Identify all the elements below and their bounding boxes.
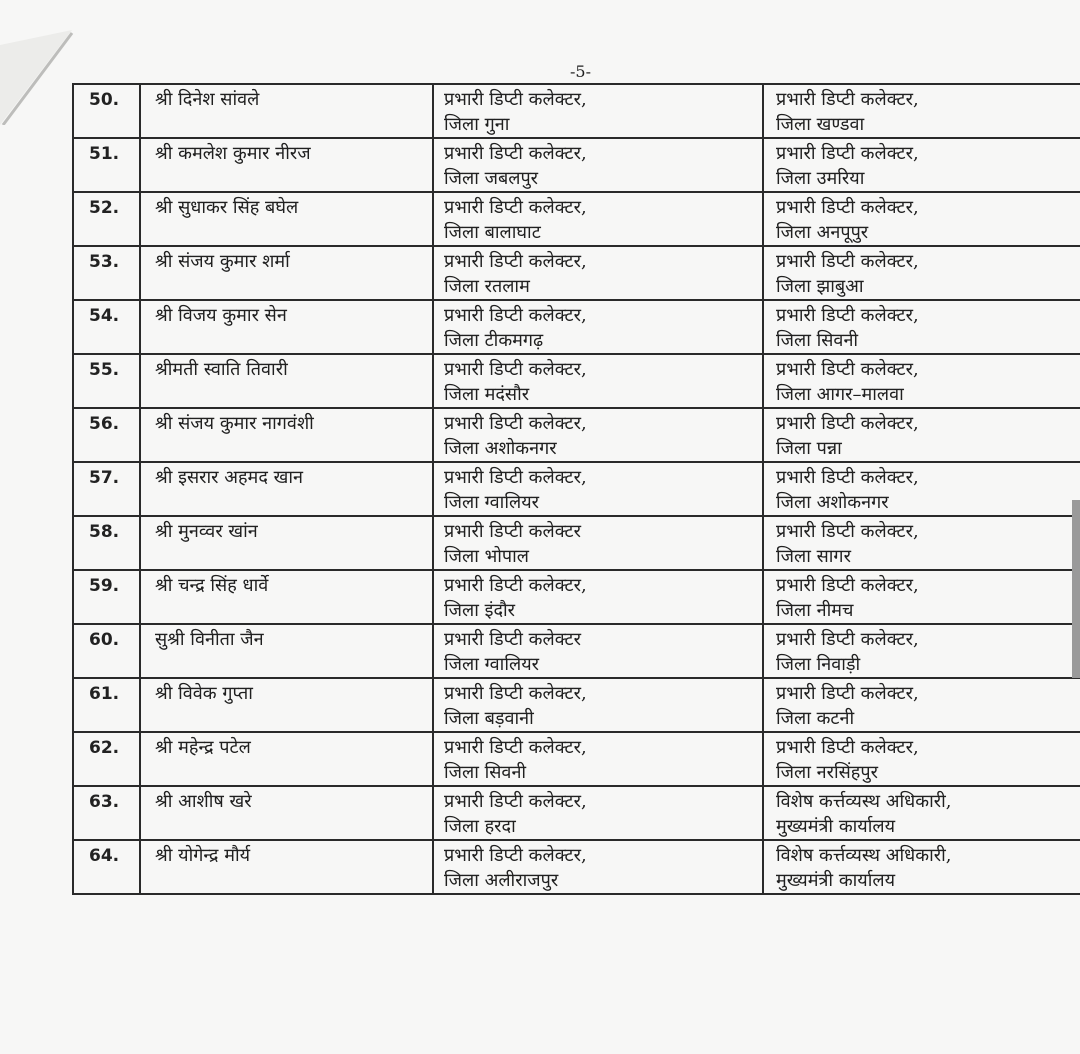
new-posting-cell: [763, 786, 1080, 840]
officer-name-cell: श्री चन्द्र सिंह धार्वे: [140, 570, 433, 624]
current-post: प्रभारी डिप्टी कलेक्टर,: [444, 143, 587, 164]
current-place: जिला जबलपुर: [444, 168, 539, 189]
table-row: [73, 192, 1080, 246]
new-place: मुख्यमंत्री कार्यालय: [776, 870, 896, 891]
officer-name-cell: श्री विवेक गुप्ता: [140, 678, 433, 732]
new-posting-cell: [763, 732, 1080, 786]
current-post: प्रभारी डिप्टी कलेक्टर,: [444, 305, 587, 326]
new-posting-cell: [763, 192, 1080, 246]
serial-number-cell: 62.: [73, 732, 140, 786]
new-place: जिला सिवनी: [776, 330, 859, 351]
table-row: [73, 678, 1080, 732]
new-post: प्रभारी डिप्टी कलेक्टर,: [776, 737, 919, 758]
current-post: प्रभारी डिप्टी कलेक्टर,: [444, 791, 587, 812]
table-row: [73, 354, 1080, 408]
officer-name-cell: श्री संजय कुमार नागवंशी: [140, 408, 433, 462]
current-place: जिला अलीराजपुर: [444, 870, 559, 891]
officer-name-cell: श्री महेन्द्र पटेल: [140, 732, 433, 786]
current-place: जिला ग्वालियर: [444, 492, 540, 513]
new-post: प्रभारी डिप्टी कलेक्टर,: [776, 629, 919, 650]
serial-number-cell: 54.: [73, 300, 140, 354]
new-posting-cell: [763, 516, 1080, 570]
table-row: [73, 840, 1080, 894]
new-posting-cell: [763, 840, 1080, 894]
serial-number-cell: 60.: [73, 624, 140, 678]
scrollbar[interactable]: [1072, 500, 1080, 678]
new-place: जिला सागर: [776, 546, 851, 567]
current-post: प्रभारी डिप्टी कलेक्टर,: [444, 845, 587, 866]
table-row: [73, 300, 1080, 354]
serial-number-cell: 59.: [73, 570, 140, 624]
new-post: विशेष कर्त्तव्यस्थ अधिकारी,: [776, 791, 952, 812]
new-post: प्रभारी डिप्टी कलेक्टर,: [776, 413, 919, 434]
current-place: जिला भोपाल: [444, 546, 530, 567]
new-place: जिला निवाड़ी: [776, 654, 861, 675]
new-post: प्रभारी डिप्टी कलेक्टर,: [776, 467, 919, 488]
new-place: जिला अशोकनगर: [776, 492, 889, 513]
current-post: प्रभारी डिप्टी कलेक्टर,: [444, 197, 587, 218]
officer-name-cell: श्री इसरार अहमद खान: [140, 462, 433, 516]
transfer-table: [72, 83, 1080, 895]
current-post: प्रभारी डिप्टी कलेक्टर,: [444, 89, 587, 110]
current-posting-cell: [433, 408, 763, 462]
current-place: जिला गुना: [444, 114, 510, 135]
officer-name-cell: श्री योगेन्द्र मौर्य: [140, 840, 433, 894]
current-post: प्रभारी डिप्टी कलेक्टर,: [444, 467, 587, 488]
new-posting-cell: [763, 624, 1080, 678]
serial-number-cell: 61.: [73, 678, 140, 732]
new-place: जिला उमरिया: [776, 168, 865, 189]
current-posting-cell: [433, 462, 763, 516]
new-posting-cell: [763, 138, 1080, 192]
officer-name-cell: श्रीमती स्वाति तिवारी: [140, 354, 433, 408]
new-post: विशेष कर्त्तव्यस्थ अधिकारी,: [776, 845, 952, 866]
current-posting-cell: [433, 678, 763, 732]
table-row: [73, 570, 1080, 624]
current-posting-cell: [433, 138, 763, 192]
current-post: प्रभारी डिप्टी कलेक्टर,: [444, 359, 587, 380]
new-posting-cell: [763, 408, 1080, 462]
serial-number-cell: 63.: [73, 786, 140, 840]
current-posting-cell: [433, 840, 763, 894]
new-place: जिला नरसिंहपुर: [776, 762, 878, 783]
serial-number-cell: 64.: [73, 840, 140, 894]
current-place: जिला ग्वालियर: [444, 654, 540, 675]
new-posting-cell: [763, 678, 1080, 732]
serial-number-cell: 53.: [73, 246, 140, 300]
current-place: जिला रतलाम: [444, 276, 530, 297]
current-place: जिला सिवनी: [444, 762, 527, 783]
table-row: [73, 408, 1080, 462]
current-place: जिला इंदौर: [444, 600, 516, 621]
new-post: प्रभारी डिप्टी कलेक्टर,: [776, 197, 919, 218]
current-post: प्रभारी डिप्टी कलेक्टर: [444, 629, 581, 650]
new-posting-cell: [763, 462, 1080, 516]
current-posting-cell: [433, 84, 763, 138]
serial-number-cell: 51.: [73, 138, 140, 192]
current-post: प्रभारी डिप्टी कलेक्टर,: [444, 575, 587, 596]
current-post: प्रभारी डिप्टी कलेक्टर: [444, 521, 581, 542]
current-posting-cell: [433, 354, 763, 408]
serial-number-cell: 57.: [73, 462, 140, 516]
table-row: [73, 516, 1080, 570]
officer-name-cell: श्री सुधाकर सिंह बघेल: [140, 192, 433, 246]
new-post: प्रभारी डिप्टी कलेक्टर,: [776, 251, 919, 272]
current-posting-cell: [433, 786, 763, 840]
new-post: प्रभारी डिप्टी कलेक्टर,: [776, 305, 919, 326]
new-post: प्रभारी डिप्टी कलेक्टर,: [776, 683, 919, 704]
new-posting-cell: [763, 84, 1080, 138]
table-row: [73, 624, 1080, 678]
new-post: प्रभारी डिप्टी कलेक्टर,: [776, 521, 919, 542]
current-posting-cell: [433, 246, 763, 300]
officer-name-cell: श्री मुनव्वर खांन: [140, 516, 433, 570]
serial-number-cell: 50.: [73, 84, 140, 138]
current-posting-cell: [433, 732, 763, 786]
new-post: प्रभारी डिप्टी कलेक्टर,: [776, 575, 919, 596]
serial-number-cell: 56.: [73, 408, 140, 462]
current-posting-cell: [433, 624, 763, 678]
new-place: जिला अनपूपुर: [776, 222, 869, 243]
serial-number-cell: 58.: [73, 516, 140, 570]
officer-name-cell: श्री संजय कुमार शर्मा: [140, 246, 433, 300]
new-post: प्रभारी डिप्टी कलेक्टर,: [776, 89, 919, 110]
current-post: प्रभारी डिप्टी कलेक्टर,: [444, 683, 587, 704]
current-place: जिला बड़वानी: [444, 708, 534, 729]
current-posting-cell: [433, 192, 763, 246]
table-row: [73, 786, 1080, 840]
table-row: [73, 732, 1080, 786]
table-row: [73, 84, 1080, 138]
serial-number-cell: 52.: [73, 192, 140, 246]
current-post: प्रभारी डिप्टी कलेक्टर,: [444, 251, 587, 272]
page-corner-fold: [0, 30, 80, 125]
new-place: जिला नीमच: [776, 600, 854, 621]
officer-name-cell: श्री दिनेश सांवले: [140, 84, 433, 138]
current-post: प्रभारी डिप्टी कलेक्टर,: [444, 413, 587, 434]
table-row: [73, 246, 1080, 300]
current-place: जिला टीकमगढ़: [444, 330, 544, 351]
table-row: [73, 138, 1080, 192]
table-body: [73, 84, 1080, 894]
new-post: प्रभारी डिप्टी कलेक्टर,: [776, 359, 919, 380]
officer-name-cell: श्री कमलेश कुमार नीरज: [140, 138, 433, 192]
new-posting-cell: [763, 300, 1080, 354]
current-place: जिला हरदा: [444, 816, 516, 837]
new-place: मुख्यमंत्री कार्यालय: [776, 816, 896, 837]
current-post: प्रभारी डिप्टी कलेक्टर,: [444, 737, 587, 758]
new-posting-cell: [763, 246, 1080, 300]
page-number: -5-: [570, 62, 591, 81]
new-place: जिला आगर–मालवा: [776, 384, 904, 405]
new-post: प्रभारी डिप्टी कलेक्टर,: [776, 143, 919, 164]
new-posting-cell: [763, 570, 1080, 624]
officer-name-cell: सुश्री विनीता जैन: [140, 624, 433, 678]
new-posting-cell: [763, 354, 1080, 408]
new-place: जिला झाबुआ: [776, 276, 864, 297]
current-posting-cell: [433, 516, 763, 570]
officer-name-cell: श्री विजय कुमार सेन: [140, 300, 433, 354]
current-place: जिला बालाघाट: [444, 222, 541, 243]
current-posting-cell: [433, 300, 763, 354]
serial-number-cell: 55.: [73, 354, 140, 408]
current-posting-cell: [433, 570, 763, 624]
new-place: जिला पन्ना: [776, 438, 842, 459]
current-place: जिला अशोकनगर: [444, 438, 557, 459]
current-place: जिला मदंसौर: [444, 384, 530, 405]
new-place: जिला खण्डवा: [776, 114, 865, 135]
officer-name-cell: श्री आशीष खरे: [140, 786, 433, 840]
table-row: [73, 462, 1080, 516]
new-place: जिला कटनी: [776, 708, 855, 729]
